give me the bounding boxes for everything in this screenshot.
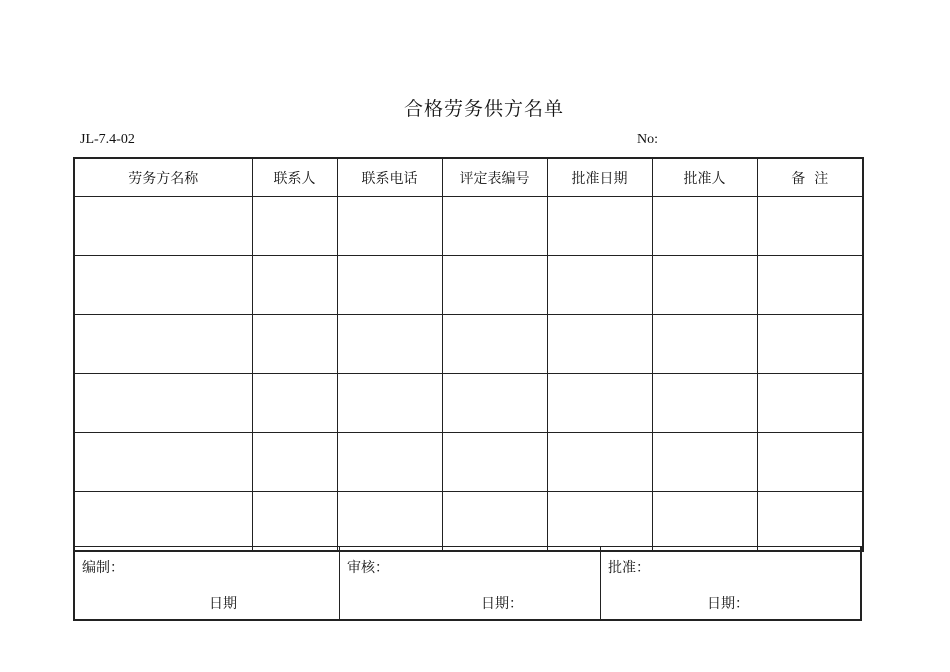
col-header-supplier-name: 劳务方名称 bbox=[74, 158, 252, 197]
table-row bbox=[74, 197, 863, 256]
table-cell[interactable] bbox=[652, 374, 757, 433]
table-cell[interactable] bbox=[652, 197, 757, 256]
table-cell[interactable] bbox=[547, 197, 652, 256]
table-cell[interactable] bbox=[337, 374, 442, 433]
table-row bbox=[74, 256, 863, 315]
reviewed-label: 审核： bbox=[347, 560, 389, 576]
approved-cell[interactable] bbox=[600, 547, 860, 619]
reviewed-date-label: 日期： bbox=[481, 596, 523, 612]
table-cell[interactable] bbox=[757, 256, 863, 315]
table-cell[interactable] bbox=[252, 492, 337, 552]
table-cell[interactable] bbox=[757, 433, 863, 492]
table-cell[interactable] bbox=[74, 315, 252, 374]
table-cell[interactable] bbox=[442, 197, 547, 256]
table-cell[interactable] bbox=[252, 256, 337, 315]
table-row bbox=[74, 433, 863, 492]
table-cell[interactable] bbox=[252, 315, 337, 374]
table-cell[interactable] bbox=[547, 492, 652, 552]
compiled-date-label: 日期 bbox=[209, 596, 237, 612]
compiled-label: 编制： bbox=[82, 560, 124, 576]
signature-footer bbox=[73, 546, 862, 621]
table-cell[interactable] bbox=[652, 492, 757, 552]
approved-date-label: 日期： bbox=[707, 596, 749, 612]
table-cell[interactable] bbox=[74, 492, 252, 552]
table-cell[interactable] bbox=[252, 197, 337, 256]
table-cell[interactable] bbox=[252, 433, 337, 492]
table-cell[interactable] bbox=[74, 256, 252, 315]
table-cell[interactable] bbox=[757, 315, 863, 374]
table-cell[interactable] bbox=[652, 315, 757, 374]
table-cell[interactable] bbox=[757, 374, 863, 433]
table-cell[interactable] bbox=[547, 256, 652, 315]
table-cell[interactable] bbox=[757, 492, 863, 552]
col-header-approval-date: 批准日期 bbox=[547, 158, 652, 197]
table-cell[interactable] bbox=[547, 433, 652, 492]
table-cell[interactable] bbox=[337, 492, 442, 552]
table-cell[interactable] bbox=[442, 256, 547, 315]
table-cell[interactable] bbox=[337, 315, 442, 374]
table-cell[interactable] bbox=[442, 374, 547, 433]
table-cell[interactable] bbox=[547, 315, 652, 374]
header-row bbox=[74, 158, 863, 197]
table-cell[interactable] bbox=[442, 433, 547, 492]
table-cell[interactable] bbox=[74, 197, 252, 256]
table-cell[interactable] bbox=[252, 374, 337, 433]
table-row bbox=[74, 374, 863, 433]
col-header-remarks: 备 注 bbox=[757, 158, 863, 197]
table-cell[interactable] bbox=[74, 374, 252, 433]
table-row bbox=[74, 492, 863, 552]
approved-label: 批准： bbox=[608, 560, 650, 576]
table-cell[interactable] bbox=[337, 256, 442, 315]
table-body bbox=[74, 197, 863, 552]
col-header-evaluation-no: 评定表编号 bbox=[442, 158, 547, 197]
compiled-cell[interactable] bbox=[75, 547, 339, 619]
reviewed-cell[interactable] bbox=[339, 547, 600, 619]
table-cell[interactable] bbox=[652, 256, 757, 315]
table-cell[interactable] bbox=[757, 197, 863, 256]
table-cell[interactable] bbox=[337, 197, 442, 256]
col-header-contact: 联系人 bbox=[252, 158, 337, 197]
number-label: No: bbox=[637, 132, 658, 147]
table-cell[interactable] bbox=[74, 433, 252, 492]
col-header-approver: 批准人 bbox=[652, 158, 757, 197]
table-cell[interactable] bbox=[547, 374, 652, 433]
table-row bbox=[74, 315, 863, 374]
table-cell[interactable] bbox=[442, 315, 547, 374]
form-code: JL-7.4-02 bbox=[80, 132, 135, 147]
col-header-phone: 联系电话 bbox=[337, 158, 442, 197]
page-title: 合格劳务供方名单 bbox=[403, 98, 564, 120]
supplier-table bbox=[73, 157, 864, 552]
table-cell[interactable] bbox=[442, 492, 547, 552]
table-cell[interactable] bbox=[652, 433, 757, 492]
table-cell[interactable] bbox=[337, 433, 442, 492]
